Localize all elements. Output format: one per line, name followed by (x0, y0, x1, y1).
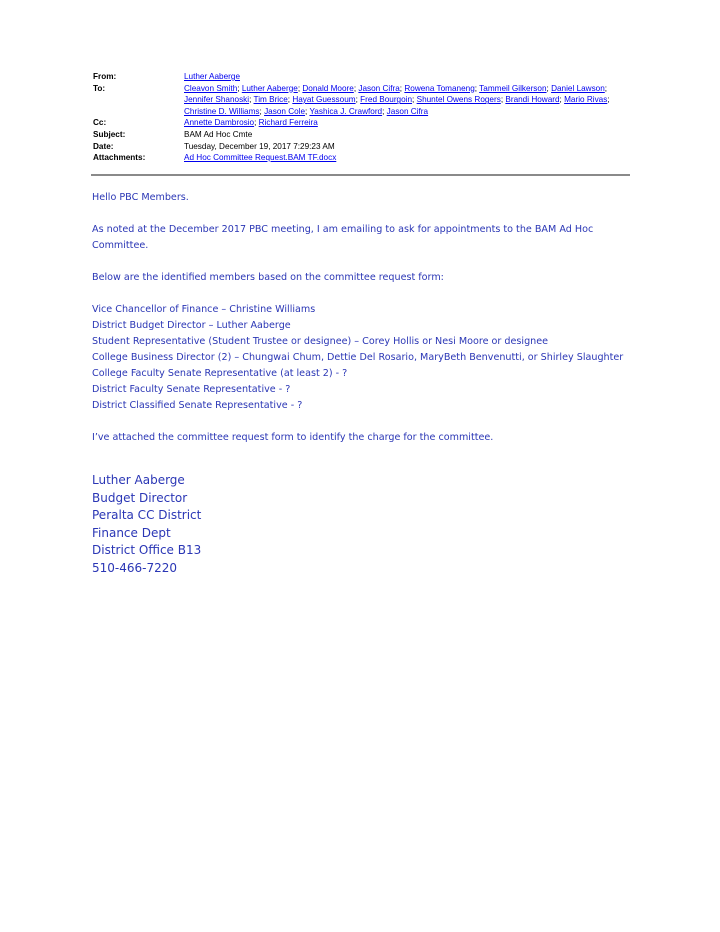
email-body (92, 190, 652, 578)
recipient-link[interactable]: Jason Cole (264, 106, 306, 116)
members-list (92, 302, 652, 414)
date-value: Tuesday, December 19, 2017 7:29:23 AM (184, 141, 335, 151)
recipient-link[interactable]: Yashica J. Crawford (309, 106, 383, 116)
member-line: Student Representative (Student Trustee or designee) – Corey Hollis or Nesi Moore or designee (92, 336, 549, 347)
subject-row (93, 129, 630, 141)
date-label: Date: (93, 141, 114, 151)
signature-org: Peralta CC District (92, 508, 202, 523)
closing-paragraph: I’ve attached the committee request form to identify the charge for the committee. (92, 432, 494, 443)
recipient-link[interactable]: Jennifer Shanoski (184, 95, 250, 105)
signature-office: District Office B13 (92, 543, 202, 558)
signature-block (92, 472, 652, 578)
greeting: Hello PBC Members. (92, 192, 189, 203)
recipient-link[interactable]: Daniel Lawson (551, 83, 605, 93)
attachments-label: Attachments: (93, 153, 146, 163)
from-row (93, 71, 630, 83)
signature-name: Luther Aaberge (92, 473, 185, 487)
header-divider (91, 174, 630, 176)
member-line: College Faculty Senate Representative (at least 2) - ? (92, 368, 348, 379)
cc-row (93, 117, 630, 129)
signature-phone: 510-466-7220 (92, 560, 178, 575)
signature-dept: Finance Dept (92, 525, 171, 540)
recipient-link[interactable]: Jason Cifra (386, 106, 429, 116)
recipient-link[interactable]: Richard Ferreira (258, 118, 318, 128)
recipient-link[interactable]: Luther Aaberge (241, 83, 298, 93)
recipient-link[interactable]: Tim Brice (253, 95, 288, 105)
recipient-link[interactable]: Jason Cifra (358, 83, 400, 93)
from-label: From: (93, 72, 117, 81)
signature-title: Budget Director (92, 490, 188, 505)
member-line: District Faculty Senate Representative - ? (92, 384, 291, 395)
recipient-link[interactable]: Rowena Tomaneng (404, 83, 475, 93)
recipient-link[interactable]: Shuntel Owens Rogers (416, 95, 501, 105)
recipient-link[interactable]: Ad Hoc Committee Request.BAM TF.docx (184, 153, 337, 163)
attachments-value (184, 152, 630, 164)
recipient-link[interactable]: Donald Moore (302, 83, 354, 93)
subject-value: BAM Ad Hoc Cmte (184, 129, 253, 139)
date-row (93, 141, 630, 153)
from-value (184, 71, 630, 83)
recipient-link[interactable]: Brandi Howard (505, 95, 560, 105)
member-line: Vice Chancellor of Finance – Christine Williams (92, 304, 316, 315)
recipient-link[interactable]: Fred Bourgoin (360, 95, 413, 105)
subject-label: Subject: (93, 129, 126, 139)
recipient-link[interactable]: Mario Rivas (564, 95, 608, 105)
recipient-link[interactable]: Christine D. Williams (184, 106, 260, 116)
member-line: College Business Director (2) – Chungwai Chum, Dettie Del Rosario, MaryBeth Benvenutti, or Shirley Slaughter (92, 352, 624, 363)
to-row (93, 83, 630, 118)
members-intro: Below are the identified members based on the committee request form: (92, 272, 444, 283)
cc-label: Cc: (93, 118, 107, 128)
attachments-row (93, 152, 630, 164)
cc-value: Annette Dambrosio; Richard Ferreira (184, 118, 318, 128)
recipient-link[interactable]: Luther Aaberge (184, 72, 240, 81)
recipient-link[interactable]: Annette Dambrosio (184, 118, 255, 128)
intro-paragraph: As noted at the December 2017 PBC meeting, I am emailing to ask for appointments to the BAM Ad Hoc Committee. (92, 224, 594, 251)
recipient-link[interactable]: Hayat Guessoum (292, 95, 356, 105)
to-value: Cleavon Smith; Luther Aaberge; Donald Moore; Jason Cifra; Rowena Tomaneng; Tammeil Gilkerson; Daniel Lawson; Jennifer Shanoski; Tim Brice; Hayat Guessoum; Fred Bourgoin; Shuntel Owens Rogers; Brandi Howard; Mario Rivas; Christine D. Williams; Jason Cole; Yashica J. Crawford; Jason Cifra (184, 83, 610, 116)
member-line: District Budget Director – Luther Aaberge (92, 320, 291, 331)
member-line: District Classified Senate Representative - ? (92, 400, 303, 411)
recipient-link[interactable]: Cleavon Smith (184, 83, 238, 93)
to-label: To: (93, 83, 106, 93)
email-header (93, 71, 630, 164)
recipient-link[interactable]: Tammeil Gilkerson (479, 83, 547, 93)
